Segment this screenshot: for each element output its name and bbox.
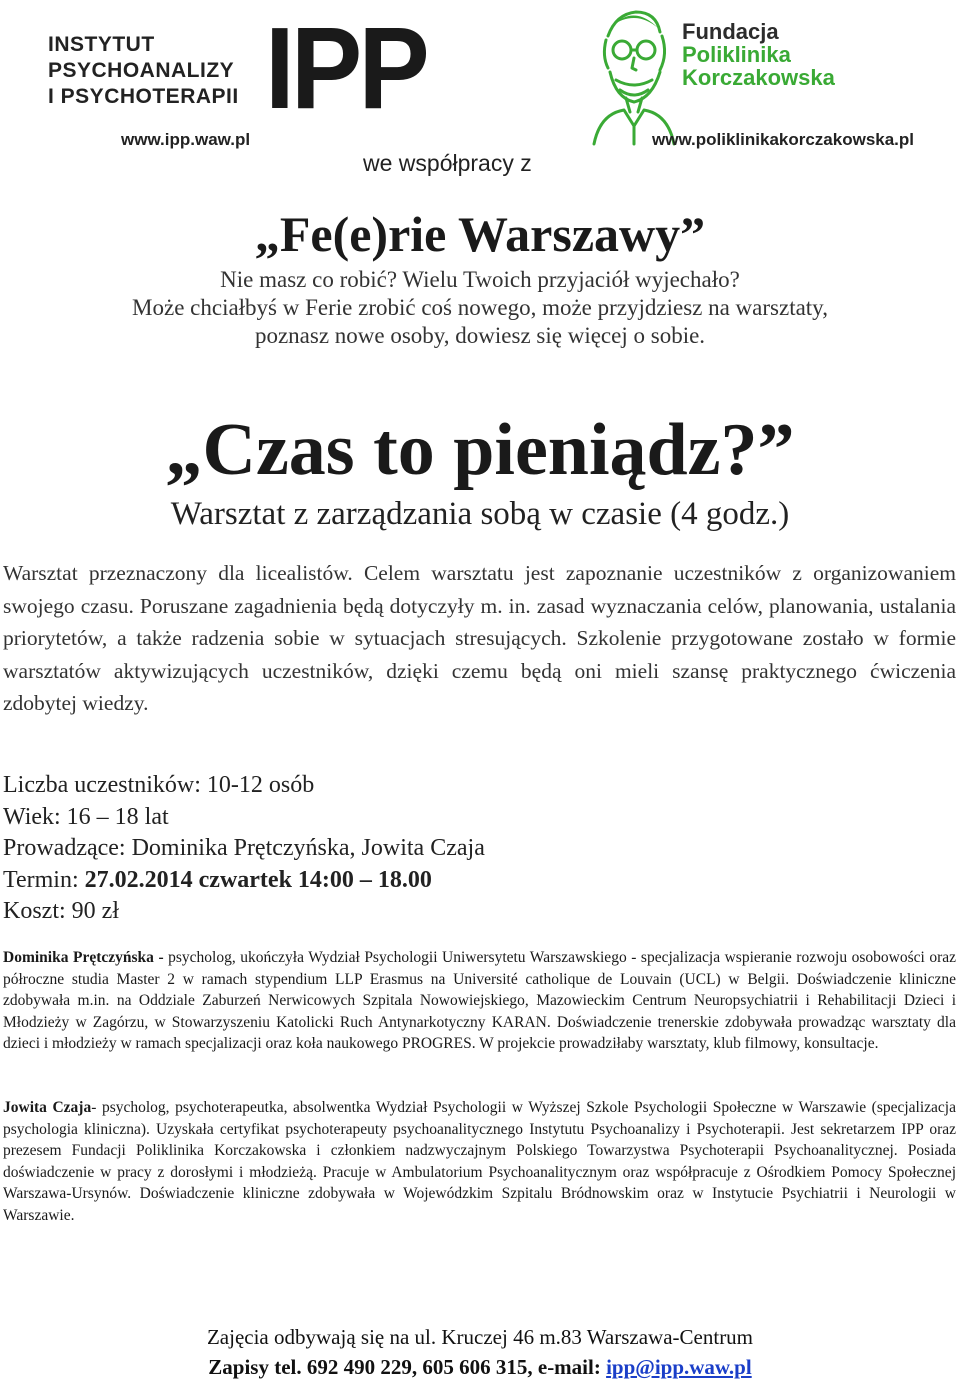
participants-count: Liczba uczestników: 10-12 osób [3,772,315,798]
bio2-name: Jowita Czaja [3,1099,92,1116]
workshop-description: Warsztat przeznaczony dla licealistów. Celem warsztatu jest zapoznanie uczestników z organizowaniem swojego czasu. Poruszane zagadnienia będą dotyczyły m. in. zasad wyznaczania celów, planowania, ustalania priorytetów, a także radzenia sobie w sytuacjach stresujących. Szkolenie przygotowane zostało w formie warsztatów aktywizujących uczestników, dzięki czemu będą oni mieli szansę praktycznego ćwiczenia zdobytej wiedzy. [3,561,956,715]
cooperation-text: we współpracy z [363,150,532,176]
age-range: Wiek: 16 – 18 lat [3,803,169,830]
foundation-url: www.poliklinikakorczakowska.pl [652,130,915,149]
workshop-subtitle: Warsztat z zarządzania sobą w czasie (4 godz.) [170,496,790,532]
bio-dominika [3,947,956,1055]
bio-jowita [3,1097,956,1226]
ipp-name [48,32,239,110]
workshop-title: „Czas to pieniądz?” [165,409,795,491]
bio1-text: psycholog, ukończyła Wydział Psychologii Uniwersytetu Warszawskiego - specjalizacja wspieranie rozwoju osobowości oraz półroczne studia Master 2 w ramach stypendium LLP Erasmus na Université catholique de Louvain (UCL) w Belgii. Doświadczenie kliniczne zdobywała m.in. na Oddziale Zaburzeń Nerwicowych Szpitala Nowowiejskiego, Mazowieckim Centrum Neuropsychiatrii i Rehabilitacji Dzieci i Młodzieży w Zagórzu, w Stowarzyszeniu Katolicki Ruch Antynarkotyczny KARAN. Doświadczenie trenerskie zdobywała prowadząc warsztaty dla dzieci i młodzieży w ramach specjalizacji oraz koła naukowego PROGRES. W projekcie prowadziłaby warsztaty, klub filmowy, konsultacje. [3,949,956,1052]
term-value: 27.02.2014 czwartek 14:00 – 18.00 [84,866,432,893]
term-label: Termin: [3,866,85,893]
intro-line1: Nie masz co robić? Wielu Twoich przyjaciół wyjechało? [220,267,740,292]
event-title: „Fe(e)rie Warszawy” [254,206,706,262]
footer-location: Zajęcia odbywają się na ul. Kruczej 46 m.83 Warszawa-Centrum [206,1325,754,1349]
event-facts [3,770,485,928]
korczak-portrait-icon [586,6,678,146]
ipp-name-line3: I PSYCHOTERAPII [48,85,239,108]
intro-line2: Może chciałbyś w Ferie zrobić coś nowego, może przyjdziesz na warsztaty, [132,295,828,320]
bio1-name: Dominika Prętczyńska - [3,949,169,966]
ipp-name-line1: INSTYTUT [48,33,155,56]
foundation-line3: Korczakowska [682,65,835,90]
foundation-name [682,20,835,89]
bio2-text: - psycholog, psychoterapeutka, absolwentka Wydział Psychologii w Wyższej Szkole Psychologii Społeczne w Warszawie (specjalizacja psychologia kliniczna). Uzyskała certyfikat psychoterapeuty psychoanalitycznego Instytutu Psychoanalizy i Psychoterapii. Jest sekretarzem IPP oraz prezesem Fundacji Poliklinika Korczakowska i członkiem nadzwyczajnym Polskiego Towarzystwa Psychoterapii Psychoanalitycznej. Posiada doświadczenie w pracy z dorosłymi i młodzieżą. Pracuje w Ambulatorium Psychoanalitycznym oraz współpracuje z Ośrodkiem Pomocy Społecznej Warszawa-Ursynów. Doświadczenie kliniczne zdobywała w Wojewódzkim Szpitalu Bródnowskim oraz w Instytucie Psychiatrii i Neurologii w Warszawie. [3,1099,956,1224]
event-cost: Koszt: 90 zł [3,898,119,924]
event-intro [0,266,960,350]
ipp-url: www.ipp.waw.pl [121,130,251,149]
ipp-name-line2: PSYCHOANALIZY [48,59,235,82]
header [0,0,960,200]
email-link[interactable]: ipp@ipp.waw.pl [606,1355,752,1379]
event-term [3,865,485,897]
contact-prefix: Zapisy tel. 692 490 229, 605 606 315, e-mail: [208,1355,607,1379]
ipp-logo: IPP [265,3,426,133]
footer-contact [0,1352,960,1382]
leaders: Prowadzące: Dominika Prętczyńska, Jowita Czaja [3,835,485,861]
foundation-line2: Poliklinika [682,42,791,67]
intro-line3: poznasz nowe osoby, dowiesz się więcej o sobie. [254,323,706,348]
foundation-line1: Fundacja [682,19,779,44]
